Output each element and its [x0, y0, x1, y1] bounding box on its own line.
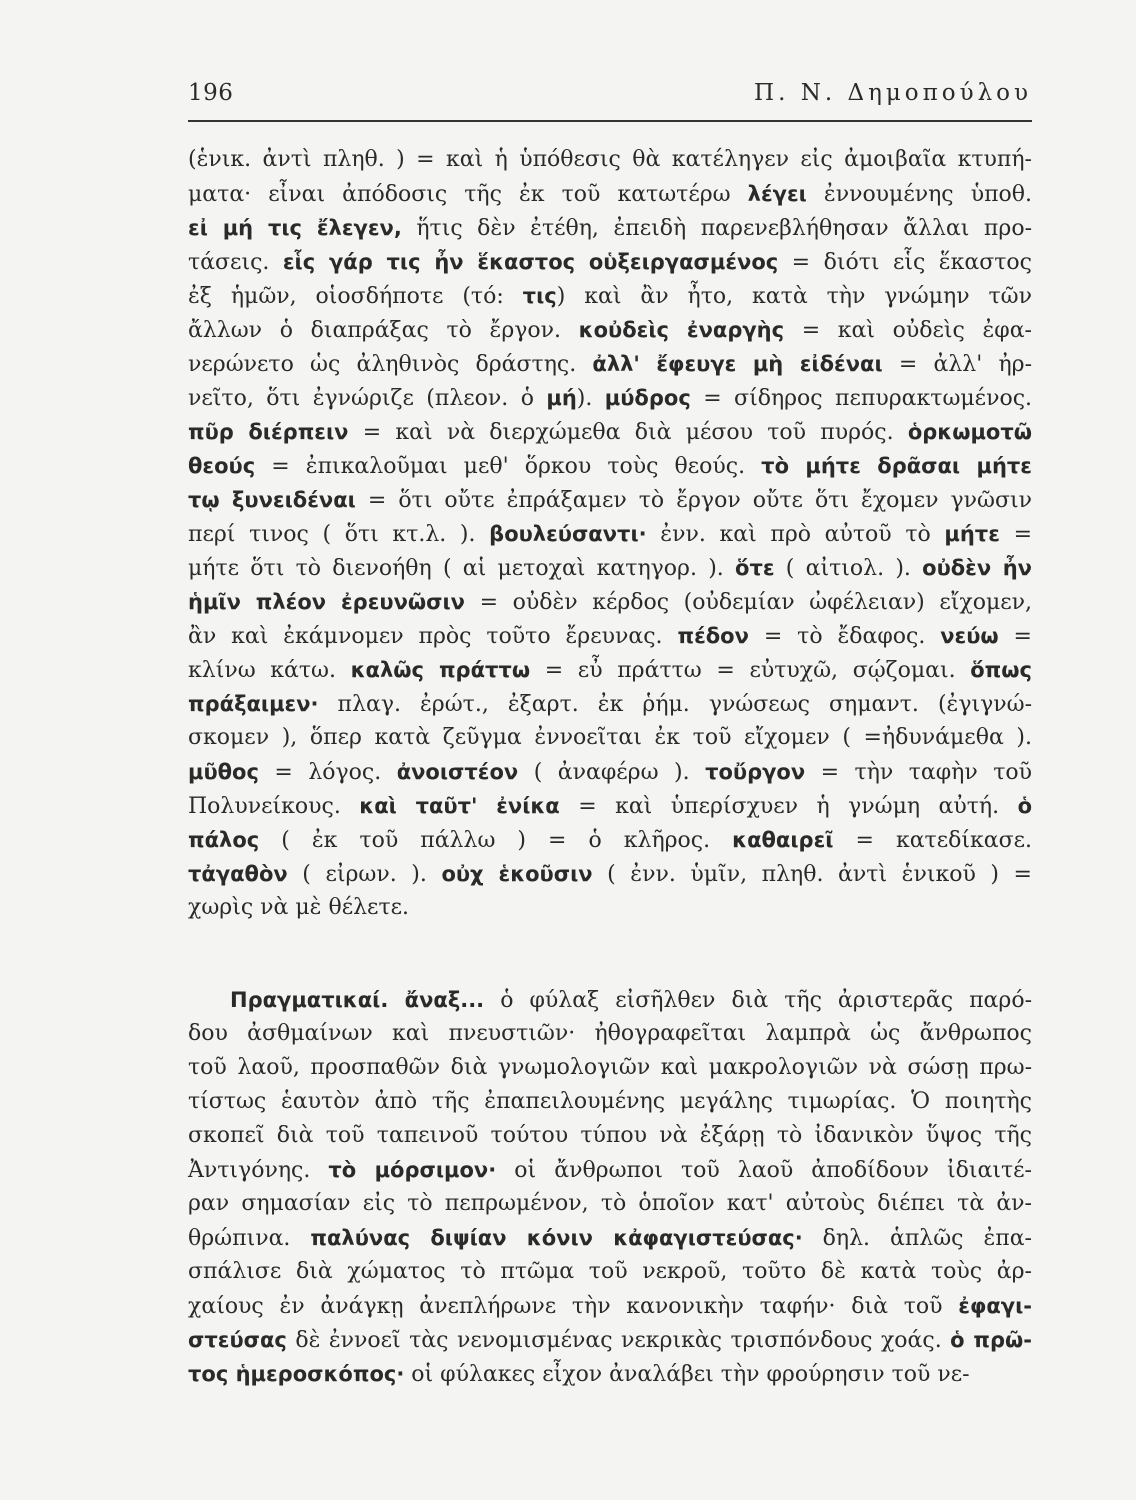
gloss-text: =	[998, 624, 1032, 649]
lemma-term: μή	[546, 386, 577, 410]
gloss-text: σπάλισε διὰ χώματος τὸ πτῶμα τοῦ νεκροῦ, τοῦτο δὲ κατὰ τοὺς ἀρ-	[188, 1259, 1032, 1284]
lemma-term: μήτε	[944, 522, 1000, 546]
text-line	[188, 653, 1032, 687]
gloss-text: οἱ ἄνθρωποι τοῦ λαοῦ ἀποδίδουν ἰδιαιτέ-	[496, 1158, 1032, 1183]
text-line	[188, 823, 1032, 857]
gloss-text: μήτε ὅτι τὸ διενοήθη ( αἱ μετοχαὶ κατηγορ. ).	[188, 556, 736, 581]
gloss-text: τάσεις.	[188, 250, 283, 275]
text-line	[188, 687, 1032, 721]
gloss-text: σκοπεῖ διὰ τοῦ ταπεινοῦ τούτου τύπου νὰ ἐξάρῃ τὸ ἰδανικὸν ὕψος τῆς	[188, 1123, 1032, 1148]
text-line	[188, 857, 1032, 891]
lemma-term: μῦθος	[188, 760, 259, 784]
commentary-text	[188, 143, 1032, 1391]
gloss-text: = σίδηρος πεπυρακτωμένος.	[690, 386, 1033, 411]
running-head: Π. Ν. Δημοπούλου	[754, 80, 1032, 106]
lemma-term: ὁ	[1017, 794, 1032, 818]
lemma-term: ἀλλ' ἔφευγε μὴ εἰδέναι	[592, 352, 883, 376]
lemma-term: ὅπως	[970, 658, 1032, 682]
text-line	[188, 1289, 1032, 1323]
lemma-term: καλῶς πράττω	[350, 658, 531, 682]
text-line	[188, 891, 1032, 925]
text-line	[188, 721, 1032, 755]
lemma-term: ἡμῖν πλέον ἐρευνῶσιν	[188, 590, 465, 614]
gloss-text: ( ἀναφέρω ).	[518, 760, 706, 785]
gloss-text: οἱ φύλακες εἶχον ἀναλάβει τὴν φρούρησιν τοῦ νε-	[404, 1362, 970, 1387]
lemma-term: οὐχ ἑκοῦσιν	[441, 862, 593, 886]
lemma-term: τοὔργον	[705, 760, 806, 784]
lemma-term: μύδρος	[604, 386, 691, 410]
gloss-text: τίστως ἑαυτὸν ἀπὸ τῆς ἐπαπειλουμένης μεγάλης τιμωρίας. Ὁ ποιητὴς	[188, 1089, 1032, 1114]
gloss-text: ἥτις δὲν ἐτέθη, ἐπειδὴ παρενεβλήθησαν ἄλλαι προ-	[401, 216, 1032, 241]
gloss-text: = καὶ ὑπερίσχυεν ἡ γνώμη αὐτή.	[559, 794, 1018, 819]
text-line	[188, 1017, 1032, 1051]
lemma-term: πῦρ διέρπειν	[188, 420, 349, 444]
lemma-term: πέδον	[677, 624, 749, 648]
gloss-text: ἄλλων ὁ διαπράξας τὸ ἔργον.	[188, 318, 579, 343]
gloss-text: = ὅτι οὔτε ἐπράξαμεν τὸ ἔργον οὔτε ὅτι ἔχομεν γνῶσιν	[355, 488, 1032, 513]
gloss-text: =	[999, 522, 1032, 547]
gloss-text: ὁ φύλαξ εἰσῆλθεν διὰ τῆς ἀριστερᾶς παρό-	[484, 988, 1033, 1013]
gloss-text: νερώνετο ὡς ἀληθινὸς δράστης.	[188, 352, 593, 377]
lemma-term: οὐδὲν ἦν	[922, 556, 1032, 580]
lemma-term: πάλος	[188, 828, 260, 852]
gloss-text: ).	[576, 386, 605, 411]
text-line	[188, 619, 1032, 653]
text-line	[188, 1255, 1032, 1289]
lemma-term: τος ἡμεροσκόπος·	[188, 1362, 405, 1386]
gloss-text: = εὖ πράττω = εὐτυχῶ, σῴζομαι.	[530, 658, 971, 683]
text-line	[188, 789, 1032, 823]
gloss-text: ( αἰτιολ. ).	[774, 556, 923, 581]
lemma-term: τὸ μόρσιμον·	[328, 1158, 497, 1182]
text-line	[188, 551, 1032, 585]
text-line	[188, 1187, 1032, 1221]
text-line	[188, 1051, 1032, 1085]
gloss-text: χαίους ἐν ἀνάγκῃ ἀνεπλήρωνε τὴν κανονικὴν ταφήν· διὰ τοῦ	[188, 1294, 959, 1319]
paragraph	[188, 143, 1032, 925]
lemma-term: Πραγματικαί. ἄναξ...	[230, 988, 485, 1012]
gloss-text: δὲ ἐννοεῖ τὰς νενομισμένας νεκρικὰς τρισπόνδους χοάς.	[286, 1328, 951, 1353]
text-line	[188, 983, 1032, 1017]
lemma-term: λέγει	[747, 182, 807, 206]
lemma-term: ὅτε	[735, 556, 775, 580]
gloss-text: ( ἐνν. ὑμῖν, πληθ. ἀντὶ ἑνικοῦ ) =	[592, 862, 1032, 887]
gloss-text: ραν σημασίαν εἰς τὸ πεπρωμένον, τὸ ὁποῖον κατ' αὐτοὺς διέπει τὰ ἀν-	[188, 1191, 1032, 1216]
text-line	[188, 245, 1032, 279]
gloss-text: Ἀντιγόνης.	[188, 1158, 329, 1183]
gloss-text: ( ἐκ τοῦ πάλλω ) = ὁ κλῆρος.	[259, 828, 733, 853]
text-line	[188, 1221, 1032, 1255]
gloss-text: = καὶ οὐδεὶς ἐφα-	[784, 318, 1032, 343]
gloss-text: = οὐδὲν κέρδος (οὐδεμίαν ὠφέλειαν) εἴχομεν,	[465, 590, 1033, 615]
gloss-text: πλαγ. ἐρώτ., ἐξαρτ. ἐκ ῥήμ. γνώσεως σημαντ. (ἐγιγνώ-	[318, 692, 1032, 717]
gloss-text: = διότι εἷς ἕκαστος	[778, 250, 1032, 275]
gloss-text: = λόγος.	[258, 760, 397, 785]
gloss-text: = τὸ ἔδαφος.	[748, 624, 941, 649]
page-number: 196	[188, 80, 234, 106]
gloss-text: ἐνν. καὶ πρὸ αὐτοῦ τὸ	[646, 522, 945, 547]
gloss-text: ματα· εἶναι ἀπόδοσις τῆς ἐκ τοῦ κατωτέρω	[188, 182, 748, 207]
gloss-text: νεῖτο, ὅτι ἐγνώριζε (πλεον. ὁ	[188, 386, 547, 411]
gloss-text: σκομεν ), ὅπερ κατὰ ζεῦγμα ἐννοεῖται ἐκ τοῦ εἴχομεν ( =ἠδυνάμεθα ).	[188, 725, 1032, 750]
gloss-text: περί τινος ( ὅτι κτ.λ. ).	[188, 522, 490, 547]
header-rule	[188, 120, 1032, 122]
text-line	[188, 177, 1032, 211]
gloss-text: χωρὶς νὰ μὲ θέλετε.	[188, 895, 410, 920]
gloss-text: = καὶ νὰ διερχώμεθα διὰ μέσου τοῦ πυρός.	[348, 420, 908, 445]
lemma-term: καὶ ταῦτ' ἐνίκα	[359, 794, 560, 818]
gloss-text: ) καὶ ἂν ἦτο, κατὰ τὴν γνώμην τῶν	[556, 284, 1032, 309]
text-line	[188, 755, 1032, 789]
text-line	[188, 279, 1032, 313]
page-header	[188, 72, 1032, 112]
gloss-text: ἐννουμένης ὑποθ.	[806, 182, 1033, 207]
lemma-term: πράξαιμεν·	[188, 692, 319, 716]
lemma-term: εἷς γάρ τις ἦν ἕκαστος οὑξειργασμένος	[282, 250, 779, 274]
gloss-text: = κατεδίκασε.	[833, 828, 1033, 853]
gloss-text: = τὴν ταφὴν τοῦ	[805, 760, 1032, 785]
gloss-text: ἂν καὶ ἐκάμνομεν πρὸς τοῦτο ἔρευνας.	[188, 624, 678, 649]
text-line	[188, 143, 1032, 177]
gloss-text: = ἀλλ' ἠρ-	[882, 352, 1033, 377]
gloss-text: τοῦ λαοῦ, προσπαθῶν διὰ γνωμολογιῶν καὶ μακρολογιῶν νὰ σώσῃ πρω-	[188, 1055, 1032, 1080]
lemma-term: στεύσας	[188, 1328, 287, 1352]
text-line	[188, 1357, 1032, 1391]
lemma-term: τὸ μήτε δρᾶσαι μήτε	[761, 454, 1032, 478]
text-line	[188, 1323, 1032, 1357]
gloss-text: ἐξ ἡμῶν, οἱοσδήποτε (τό:	[188, 284, 523, 309]
text-line	[188, 1153, 1032, 1187]
gloss-text: κλίνω κάτω.	[188, 658, 351, 683]
lemma-term: θεούς	[188, 454, 256, 478]
lemma-term: κοὐδεὶς ἐναργὴς	[578, 318, 785, 342]
text-line	[188, 313, 1032, 347]
lemma-term: νεύω	[940, 624, 999, 648]
text-line	[188, 347, 1032, 381]
text-line	[188, 517, 1032, 551]
gloss-text: (ἑνικ. ἀντὶ πληθ. ) = καὶ ἡ ὑπόθεσις θὰ κατέληγεν εἰς ἀμοιβαῖα κτυπή-	[188, 147, 1032, 172]
text-line	[188, 1085, 1032, 1119]
text-line	[188, 585, 1032, 619]
text-line	[188, 483, 1032, 517]
paragraph	[188, 983, 1032, 1391]
text-line	[188, 211, 1032, 245]
gloss-text: θρώπινα.	[188, 1226, 311, 1251]
lemma-term: τῳ ξυνειδέναι	[188, 488, 356, 512]
gloss-text: = ἐπικαλοῦμαι μεθ' ὅρκου τοὺς θεούς.	[255, 454, 762, 479]
lemma-term: παλύνας διψίαν κόνιν κἀφαγιστεύσας·	[310, 1226, 803, 1250]
gloss-text: Πολυνείκους.	[188, 794, 360, 819]
gloss-text: δηλ. ἁπλῶς ἐπα-	[802, 1226, 1032, 1251]
gloss-text: ( εἰρων. ).	[287, 862, 442, 887]
text-line	[188, 449, 1032, 483]
gloss-text: δου ἀσθμαίνων καὶ πνευστιῶν· ἠθογραφεῖται λαμπρὰ ὡς ἄνθρωπος	[188, 1021, 1032, 1046]
text-line	[188, 1119, 1032, 1153]
lemma-term: καθαιρεῖ	[732, 828, 834, 852]
lemma-term: τἀγαθὸν	[188, 862, 288, 886]
lemma-term: ὁρκωμοτῶ	[907, 420, 1032, 444]
lemma-term: ἀνοιστέον	[396, 760, 519, 784]
lemma-term: εἰ μή τις ἔλεγεν,	[188, 216, 402, 240]
text-line	[188, 381, 1032, 415]
lemma-term: βουλεύσαντι·	[489, 522, 647, 546]
paragraph-gap	[188, 925, 1032, 983]
lemma-term: ἐφαγι-	[958, 1294, 1032, 1318]
lemma-term: τις	[522, 284, 557, 308]
text-line	[188, 415, 1032, 449]
lemma-term: ὁ πρῶ-	[950, 1328, 1032, 1352]
